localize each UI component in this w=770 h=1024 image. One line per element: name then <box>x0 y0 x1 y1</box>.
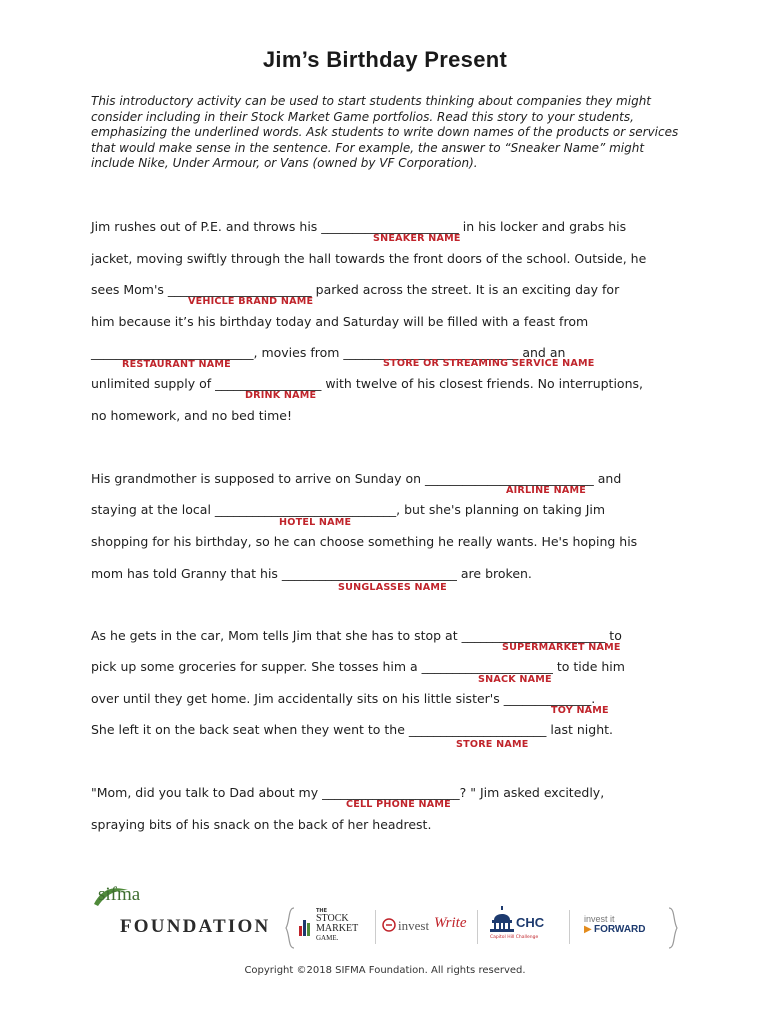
smg-game: GAME. <box>316 934 339 942</box>
investwrite-logo <box>382 912 472 942</box>
right-bracket-icon <box>667 907 679 949</box>
capitol-dome-icon <box>490 906 514 932</box>
story-line: Jim rushes out of P.E. and throws his ______________________ in his locker and grabs his <box>91 219 627 234</box>
stock-market-game-logo <box>299 908 369 944</box>
left-bracket-icon <box>284 907 296 949</box>
logo-divider <box>569 910 570 944</box>
story-line: As he gets in the car, Mom tells Jim that she has to stop at _______________________ to <box>91 628 622 643</box>
logo-divider <box>375 910 376 944</box>
story-line: over until they get home. Jim accidentally sits on his little sister's ______________. <box>91 691 596 706</box>
page-title: Jim’s Birthday Present <box>262 47 508 72</box>
story-line: His grandmother is supposed to arrive on Sunday on ___________________________ and <box>91 471 622 486</box>
smg-the: THE <box>316 908 328 914</box>
blank-label-supermarket: SUPERMARKET NAME <box>502 642 621 653</box>
blank-label-sneaker: SNEAKER NAME <box>373 233 461 244</box>
blank-label-airline: AIRLINE NAME <box>506 485 586 496</box>
sifma-wordmark: sifma <box>98 884 141 905</box>
story-line: sees Mom's _______________________ parked across the street. It is an exciting day for <box>91 282 620 297</box>
invest-text: invest <box>398 918 430 933</box>
story-line: staying at the local _____________________________, but she's planning on taking Jim <box>91 502 606 517</box>
footer-logos <box>92 884 682 954</box>
blank-label-restaurant: RESTAURANT NAME <box>122 359 231 370</box>
story-line: spraying bits of his snack on the back of her headrest. <box>91 817 432 832</box>
story-line: jacket, moving swiftly through the hall towards the front doors of the school. Outside, he <box>91 251 647 266</box>
blank-label-streaming: STORE OR STREAMING SERVICE NAME <box>383 358 595 369</box>
forward-arrow-icon: ▶ <box>584 924 592 935</box>
foundation-wordmark: FOUNDATION <box>120 916 271 937</box>
blank-label-snack: SNACK NAME <box>478 674 552 685</box>
sifma-foundation-logo <box>92 884 277 940</box>
story-line: mom has told Granny that his ____________________________ are broken. <box>91 566 532 581</box>
story-line: unlimited supply of _________________ with twelve of his closest friends. No interruptions, <box>91 376 643 391</box>
chc-text: CHC <box>516 915 545 930</box>
forward-text: FORWARD <box>594 924 646 935</box>
blank-label-sunglasses: SUNGLASSES NAME <box>338 582 447 593</box>
blank-label-hotel: HOTEL NAME <box>279 517 352 528</box>
chc-subtitle: Capitol Hill Challenge <box>490 935 539 940</box>
blank-label-store: STORE NAME <box>456 739 529 750</box>
chc-logo <box>490 906 560 948</box>
write-text: Write <box>434 915 467 931</box>
story-line: no homework, and no bed time! <box>91 408 292 423</box>
blank-label-drink: DRINK NAME <box>245 390 317 401</box>
story-line: shopping for his birthday, so he can choose something he really wants. He's hoping his <box>91 534 638 549</box>
blank-label-vehicle: VEHICLE BRAND NAME <box>188 296 314 307</box>
bar-chart-icon <box>299 914 313 936</box>
story-line: "Mom, did you talk to Dad about my ______________________? " Jim asked excitedly, <box>91 785 605 800</box>
blank-label-toy: TOY NAME <box>551 705 609 716</box>
invest-it-forward-logo <box>584 914 664 944</box>
logo-divider <box>477 910 478 944</box>
pen-swirl-icon <box>382 916 396 934</box>
invest-it-text: invest it <box>584 914 615 924</box>
story-line: __________________________, movies from ____________________________ and an <box>91 345 566 360</box>
intro-paragraph: This introductory activity can be used to start students thinking about companies they might consider including in their Stock Market Game portfolios. Read this story to your students, emphasizing the underlined words. Ask students to write down names of the products or services that would make sense in the sentence. For example, the answer to “Sneaker Name” might include Nike, Under Armour, or Vans (owned by VF Corporation). <box>91 94 679 171</box>
story-line: him because it’s his birthday today and Saturday will be filled with a feast from <box>91 314 589 329</box>
story-line: pick up some groceries for supper. She tosses him a _____________________ to tide him <box>91 659 625 674</box>
blank-label-cellphone: CELL PHONE NAME <box>346 799 451 810</box>
smg-market: MARKET <box>316 923 359 934</box>
copyright: Copyright ©2018 SIFMA Foundation. All rights reserved. <box>244 965 526 976</box>
smg-stock: STOCK <box>316 913 349 924</box>
story-line: She left it on the back seat when they went to the ______________________ last night. <box>91 722 613 737</box>
